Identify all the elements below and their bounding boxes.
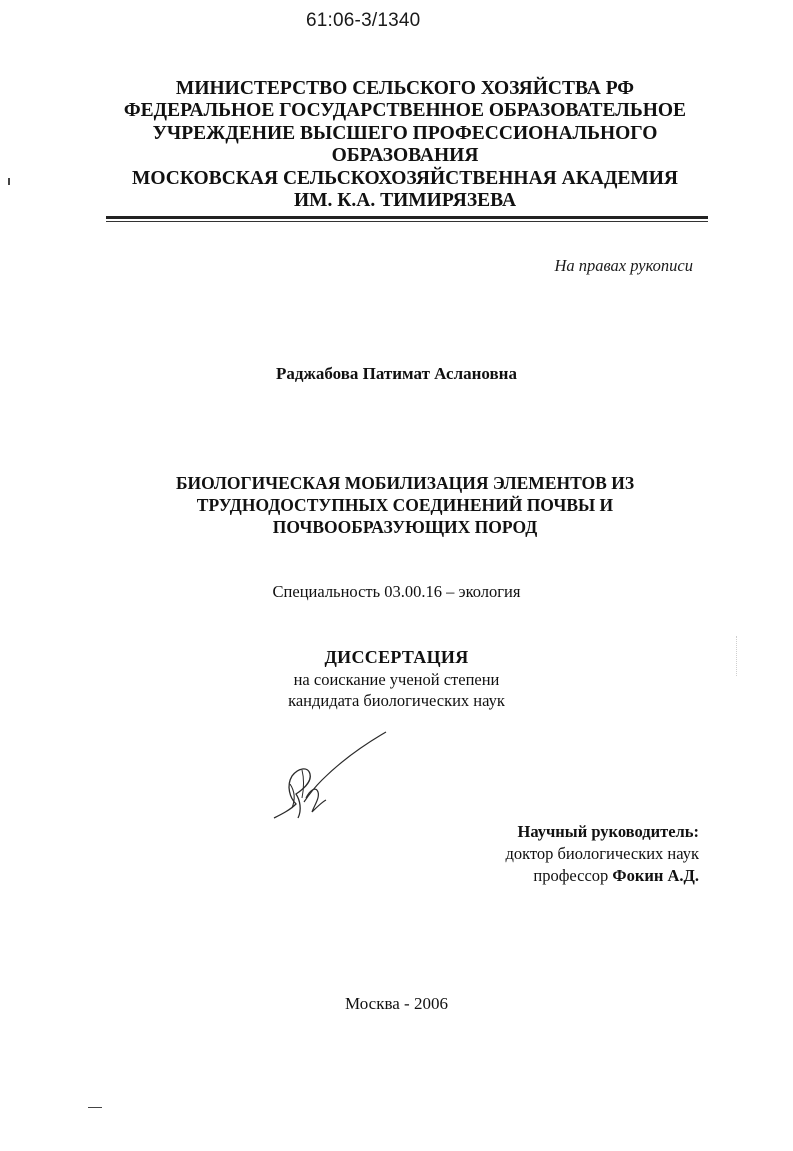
scan-margin-artifact xyxy=(736,636,739,676)
institution-header xyxy=(90,78,720,212)
title-line: БИОЛОГИЧЕСКАЯ МОБИЛИЗАЦИЯ ЭЛЕМЕНТОВ ИЗ xyxy=(175,473,635,493)
supervisor-heading: Научный руководитель: xyxy=(517,822,699,841)
supervisor-name: Фокин А.Д. xyxy=(612,866,699,885)
scan-speck xyxy=(88,1107,102,1108)
institution-line: ИМ. К.А. ТИМИРЯЗЕВА xyxy=(293,190,517,212)
scan-speck xyxy=(8,178,10,185)
title-line: ПОЧВООБРАЗУЮЩИХ ПОРОД xyxy=(272,517,538,537)
catalog-number: 61:06-3/1340 xyxy=(306,10,421,31)
thesis-title xyxy=(100,472,710,538)
document-type: ДИССЕРТАЦИЯ xyxy=(324,647,469,667)
degree-line-1: на соискание ученой степени xyxy=(293,670,500,689)
supervisor-title-line xyxy=(505,865,699,887)
manuscript-rights-note: На правах рукописи xyxy=(554,256,693,275)
institution-line: УЧРЕЖДЕНИЕ ВЫСШЕГО ПРОФЕССИОНАЛЬНОГО xyxy=(152,122,658,144)
supervisor-block xyxy=(505,821,699,887)
handwritten-signature xyxy=(262,728,392,824)
institution-line: МОСКОВСКАЯ СЕЛЬСКОХОЗЯЙСТВЕННАЯ АКАДЕМИЯ xyxy=(131,167,679,189)
degree-line-2: кандидата биологических наук xyxy=(288,691,505,710)
header-divider-thin xyxy=(106,221,708,222)
institution-line: МИНИСТЕРСТВО СЕЛЬСКОГО ХОЗЯЙСТВА РФ xyxy=(175,78,635,99)
city-year: Москва - 2006 xyxy=(345,994,448,1013)
title-line: ТРУДНОДОСТУПНЫХ СОЕДИНЕНИЙ ПОЧВЫ И xyxy=(196,495,614,515)
supervisor-title: профессор xyxy=(533,866,609,885)
institution-line: ОБРАЗОВАНИЯ xyxy=(331,145,479,167)
institution-line: ФЕДЕРАЛЬНОЕ ГОСУДАРСТВЕННОЕ ОБРАЗОВАТЕЛЬНОЕ xyxy=(123,100,687,122)
specialty-line: Специальность 03.00.16 – экология xyxy=(272,582,521,601)
supervisor-degree: доктор биологических наук xyxy=(505,844,699,863)
header-divider-thick xyxy=(106,216,708,219)
degree-description xyxy=(0,669,793,711)
author-name: Раджабова Патимат Аслановна xyxy=(276,364,517,383)
